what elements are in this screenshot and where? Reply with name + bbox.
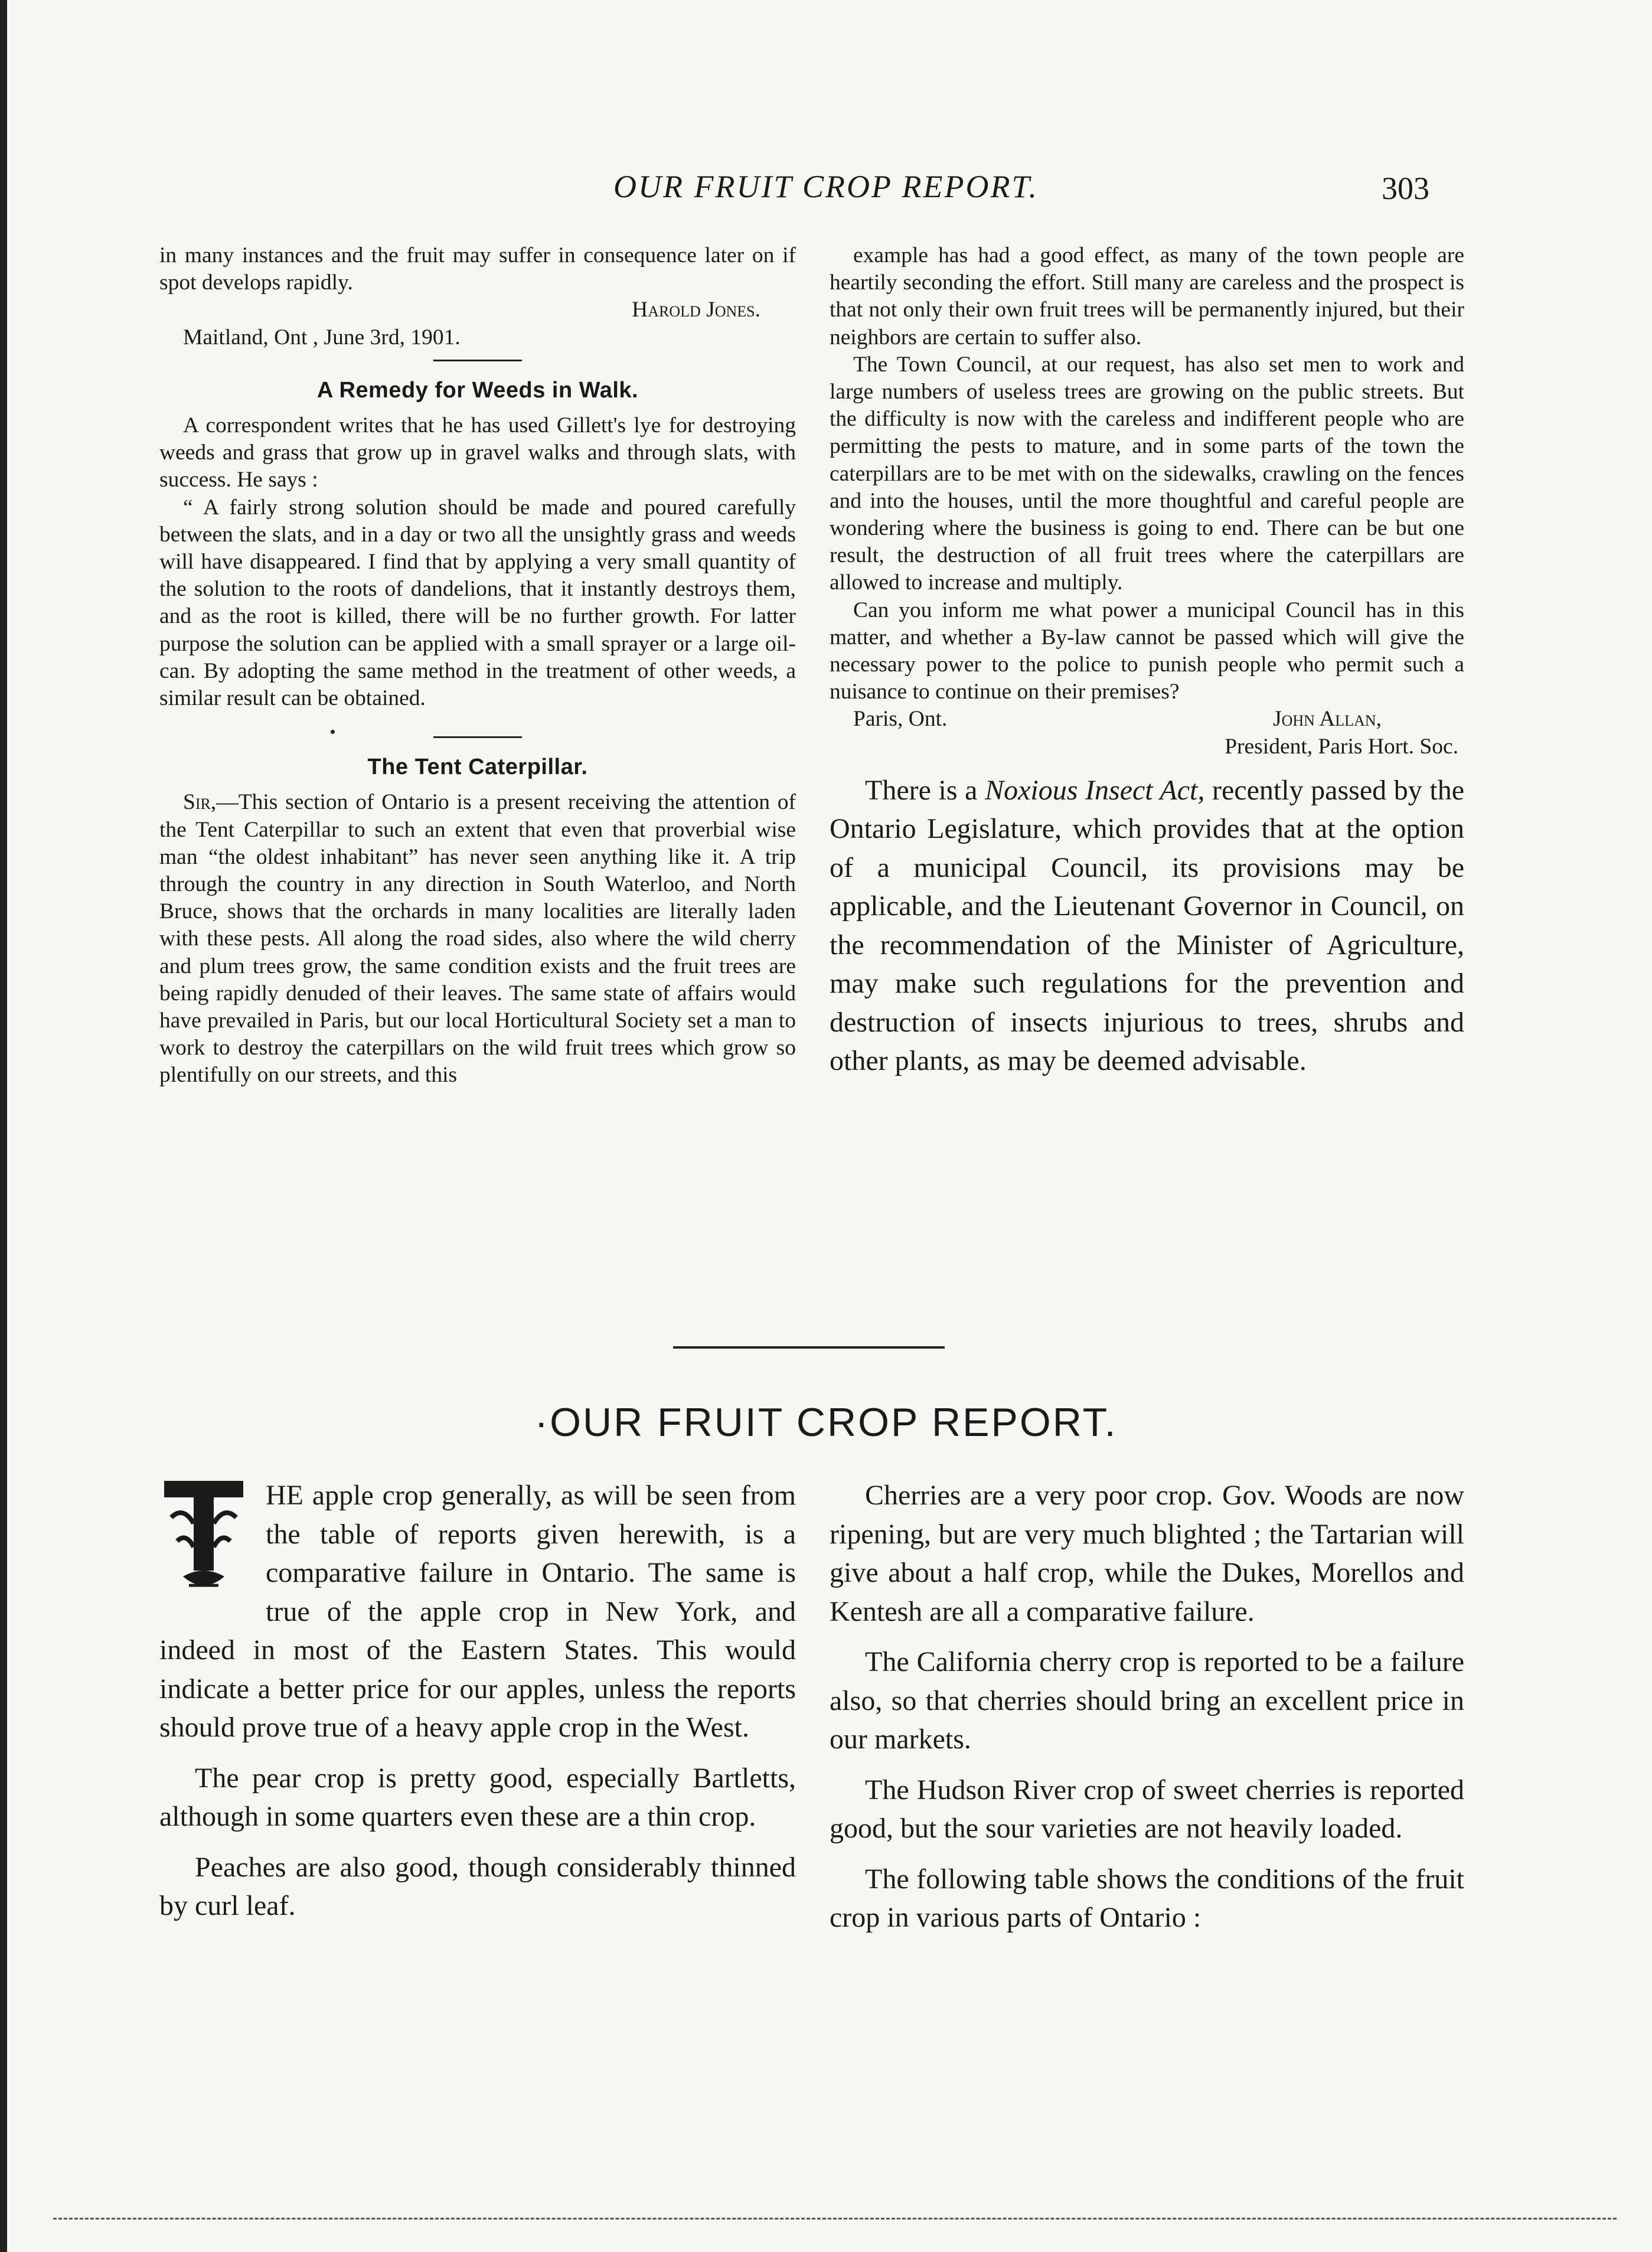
continuation-paragraph: in many instances and the fruit may suffer in consequence later on if spot develops rapidly. [159,243,796,295]
right-column [830,242,1464,1081]
signature-line [830,706,1464,733]
letter-paragraph-3: Can you inform me what power a municipal Council has in this matter, and whether a By-law cannot be passed which will give the necessary power to the police to punish people who permit such a nuisance to continue on their premises? [830,598,1464,704]
tent-paragraph: Sir,—This section of Ontario is a present receiving the attention of the Tent Caterpillar to such an extent that even that proverbial wise man “the oldest inhabitant” has never seen anything like it. A trip through the country in any direction in South Waterloo, and North Bruce, shows that the orchards in many localities are literally laden with these pests. All along the road sides, also where the wild cherry and plum trees grow, the same condition exists and the fruit trees are being rapidly denuded of their leaves. The same state of affairs would have prevailed in Paris, but our local Horticultural Society set a man to work to destroy the caterpillars on the wild fruit trees which grow so plentifully on our streets, and this [159,790,796,1088]
report-paragraph-6: The Hudson River crop of sweet cherries is reported good, but the sour varieties are not heavily loaded. [830,1774,1464,1844]
bullet-dot [331,730,335,734]
dateline: Maitland, Ont , June 3rd, 1901. [183,325,461,350]
act-name: Noxious Insect Act, [985,774,1205,806]
signature-harold-jones: Harold Jones. [632,298,760,322]
report-right-column [830,1476,1464,1937]
page-number: 303 [1382,171,1429,206]
letter-paragraph-1: example has had a good effect, as many of the town people are heartily seconding the effort. Still many are careless and the prospect is that not only their own fruit trees will be permanently injured, but their neighbors are certain to suffer also. [830,243,1464,350]
dropcap-t-icon [159,1476,248,1600]
signature-place: Paris, Ont. [853,707,948,732]
divider-rule [433,736,522,738]
page-edge-rule [0,0,7,2252]
tent-heading: The Tent Caterpillar. [367,755,588,780]
report-paragraph-1: HE apple crop generally, as will be seen from the table of reports given herewith, is a comparative failure in Ontario. The same is true of the apple crop in New York, and indeed in most of the Eastern States. This would indicate a better price for our apples, unless the reports should prove true of a heavy apple crop in the West. [159,1480,796,1743]
report-paragraph-7: The following table shows the conditions of the fruit crop in various parts of Ontario : [830,1863,1464,1933]
signature-title: President, Paris Hort. Soc. [1225,734,1458,759]
bottom-dashed-rule [53,2218,1617,2220]
report-paragraph-3: Peaches are also good, though considerably thinned by curl leaf. [159,1851,796,1921]
report-paragraph-2: The pear crop is pretty good, especially Bartletts, although in some quarters even these are a thin crop. [159,1762,796,1832]
report-left-column [159,1476,796,1925]
editor-note: There is a Noxious Insect Act, recently passed by the Ontario Legislature, which provides that at the option of a municipal Council, its provisions may be applicable, and the Lieutenant Governor in Council, on the recommendation of the Minister of Agriculture, may make such regulations for the prevention and destruction of insects injurious to trees, shrubs and other plants, as may be deemed advisable. [830,774,1464,1077]
signature-name: John Allan, [1272,707,1382,732]
letter-paragraph-2: The Town Council, at our request, has also set men to work and large numbers of useless trees are growing on the public streets. But the difficulty is now with the careless and indifferent people who are permitting the pests to mature, and in some parts of the town the caterpillars are to be met with on the sidewalks, crawling on the fences and into the houses, until the more thoughtful and careful people are wondering where the business is going to end. There can be but one result, the destruction of all fruit trees where the caterpillars are allowed to increase and multiply. [830,352,1464,595]
report-paragraph-5: The California cherry crop is reported to be a failure also, so that cherries should bring an excellent price in our markets. [830,1646,1464,1755]
running-title: OUR FRUIT CROP REPORT. [613,169,1039,204]
remedy-paragraph: A correspondent writes that he has used Gillett's lye for destroying weeds and grass that grow up in gravel walks and through slats, with success. He says : [159,413,796,492]
report-paragraph-4: Cherries are a very poor crop. Gov. Woods are now ripening, but are very much blighted ; the Tartarian will give about a half crop, while the Dukes, Morellos and Kentesh are all a comparative failure. [830,1480,1464,1627]
left-column [159,242,796,1089]
remedy-quote: “ A fairly strong solution should be made and poured carefully between the slats, and in a day or two all the unsightly grass and weeds will have disappeared. I find that by applying a very small quantity of the solution to the roots of dandelions, that it instantly destroys them, and as the root is killed, there will be no further growth. For latter purpose the solution can be applied with a small sprayer or a large oil-can. By adopting the same method in the treatment of other weeds, a similar result can be obtained. [159,495,796,711]
salutation: Sir, [183,790,217,815]
section-divider [673,1346,945,1349]
divider-rule [433,360,522,361]
remedy-heading: A Remedy for Weeds in Walk. [316,377,639,403]
section-title: ·OUR FRUIT CROP REPORT. [534,1400,1118,1445]
